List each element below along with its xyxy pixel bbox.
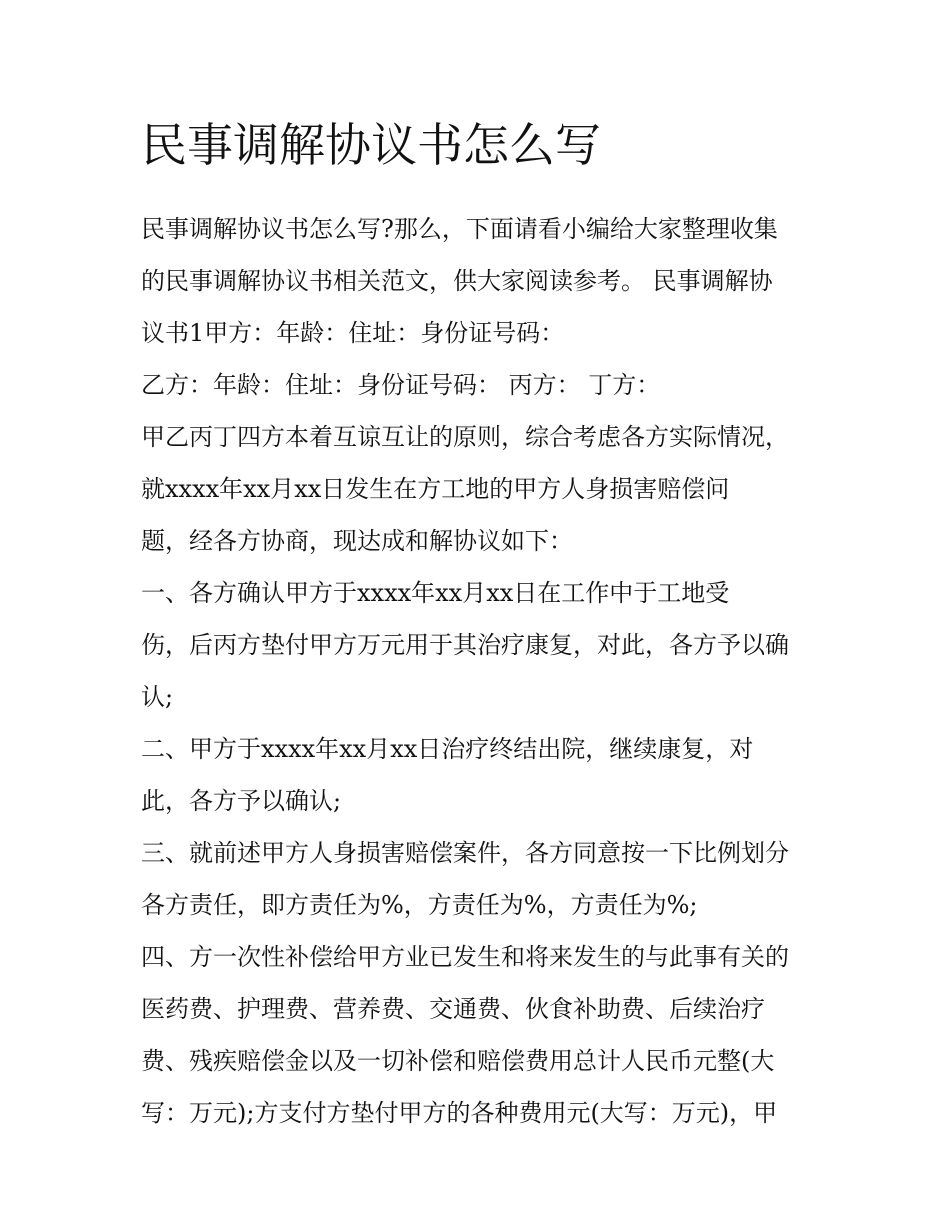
text-line: 此，各方予以确认; xyxy=(141,787,342,815)
text-line: 题，经各方协商，现达成和解协议如下： xyxy=(141,527,573,555)
text-line: 各方责任，即方责任为%，方责任为%，方责任为%; xyxy=(141,891,698,919)
text-line: 四、方一次性补偿给甲方业已发生和将来发生的与此事有关的 xyxy=(141,943,789,971)
document-content xyxy=(141,112,811,1139)
text-line: 三、就前述甲方人身损害赔偿案件，各方同意按一下比例划分 xyxy=(141,839,789,867)
text-line: 认; xyxy=(141,683,174,711)
text-line: 写：万元);方支付方垫付甲方的各种费用元(大写：万元)，甲 xyxy=(141,1099,778,1127)
text-line: 甲乙丙丁四方本着互谅互让的原则，综合考虑各方实际情况， xyxy=(141,423,789,451)
text-line: 二、甲方于xxxx年xx月xx日治疗终结出院，继续康复，对 xyxy=(141,735,754,763)
text-line: 民事调解协议书怎么写?那么，下面请看小编给大家整理收集 xyxy=(141,215,778,243)
document-title: 民事调解协议书怎么写 xyxy=(141,118,601,172)
text-line: 医药费、护理费、营养费、交通费、伙食补助费、后续治疗 xyxy=(141,995,765,1023)
text-line: 费、残疾赔偿金以及一切补偿和赔偿费用总计人民币元整(大 xyxy=(141,1047,775,1075)
text-line: 一、各方确认甲方于xxxx年xx月xx日在工作中于工地受 xyxy=(141,579,730,607)
text-line: 伤，后丙方垫付甲方万元用于其治疗康复，对此，各方予以确 xyxy=(141,631,789,659)
text-line: 就xxxx年xx月xx日发生在方工地的甲方人身损害赔偿问 xyxy=(141,475,730,503)
document-body xyxy=(141,203,811,1139)
text-line: 乙方：年龄：住址：身份证号码： 丙方： 丁方： xyxy=(141,371,661,399)
text-line: 议书1甲方：年龄：住址：身份证号码： xyxy=(141,319,565,347)
text-line: 的民事调解协议书相关范文，供大家阅读参考。 民事调解协 xyxy=(141,267,773,295)
